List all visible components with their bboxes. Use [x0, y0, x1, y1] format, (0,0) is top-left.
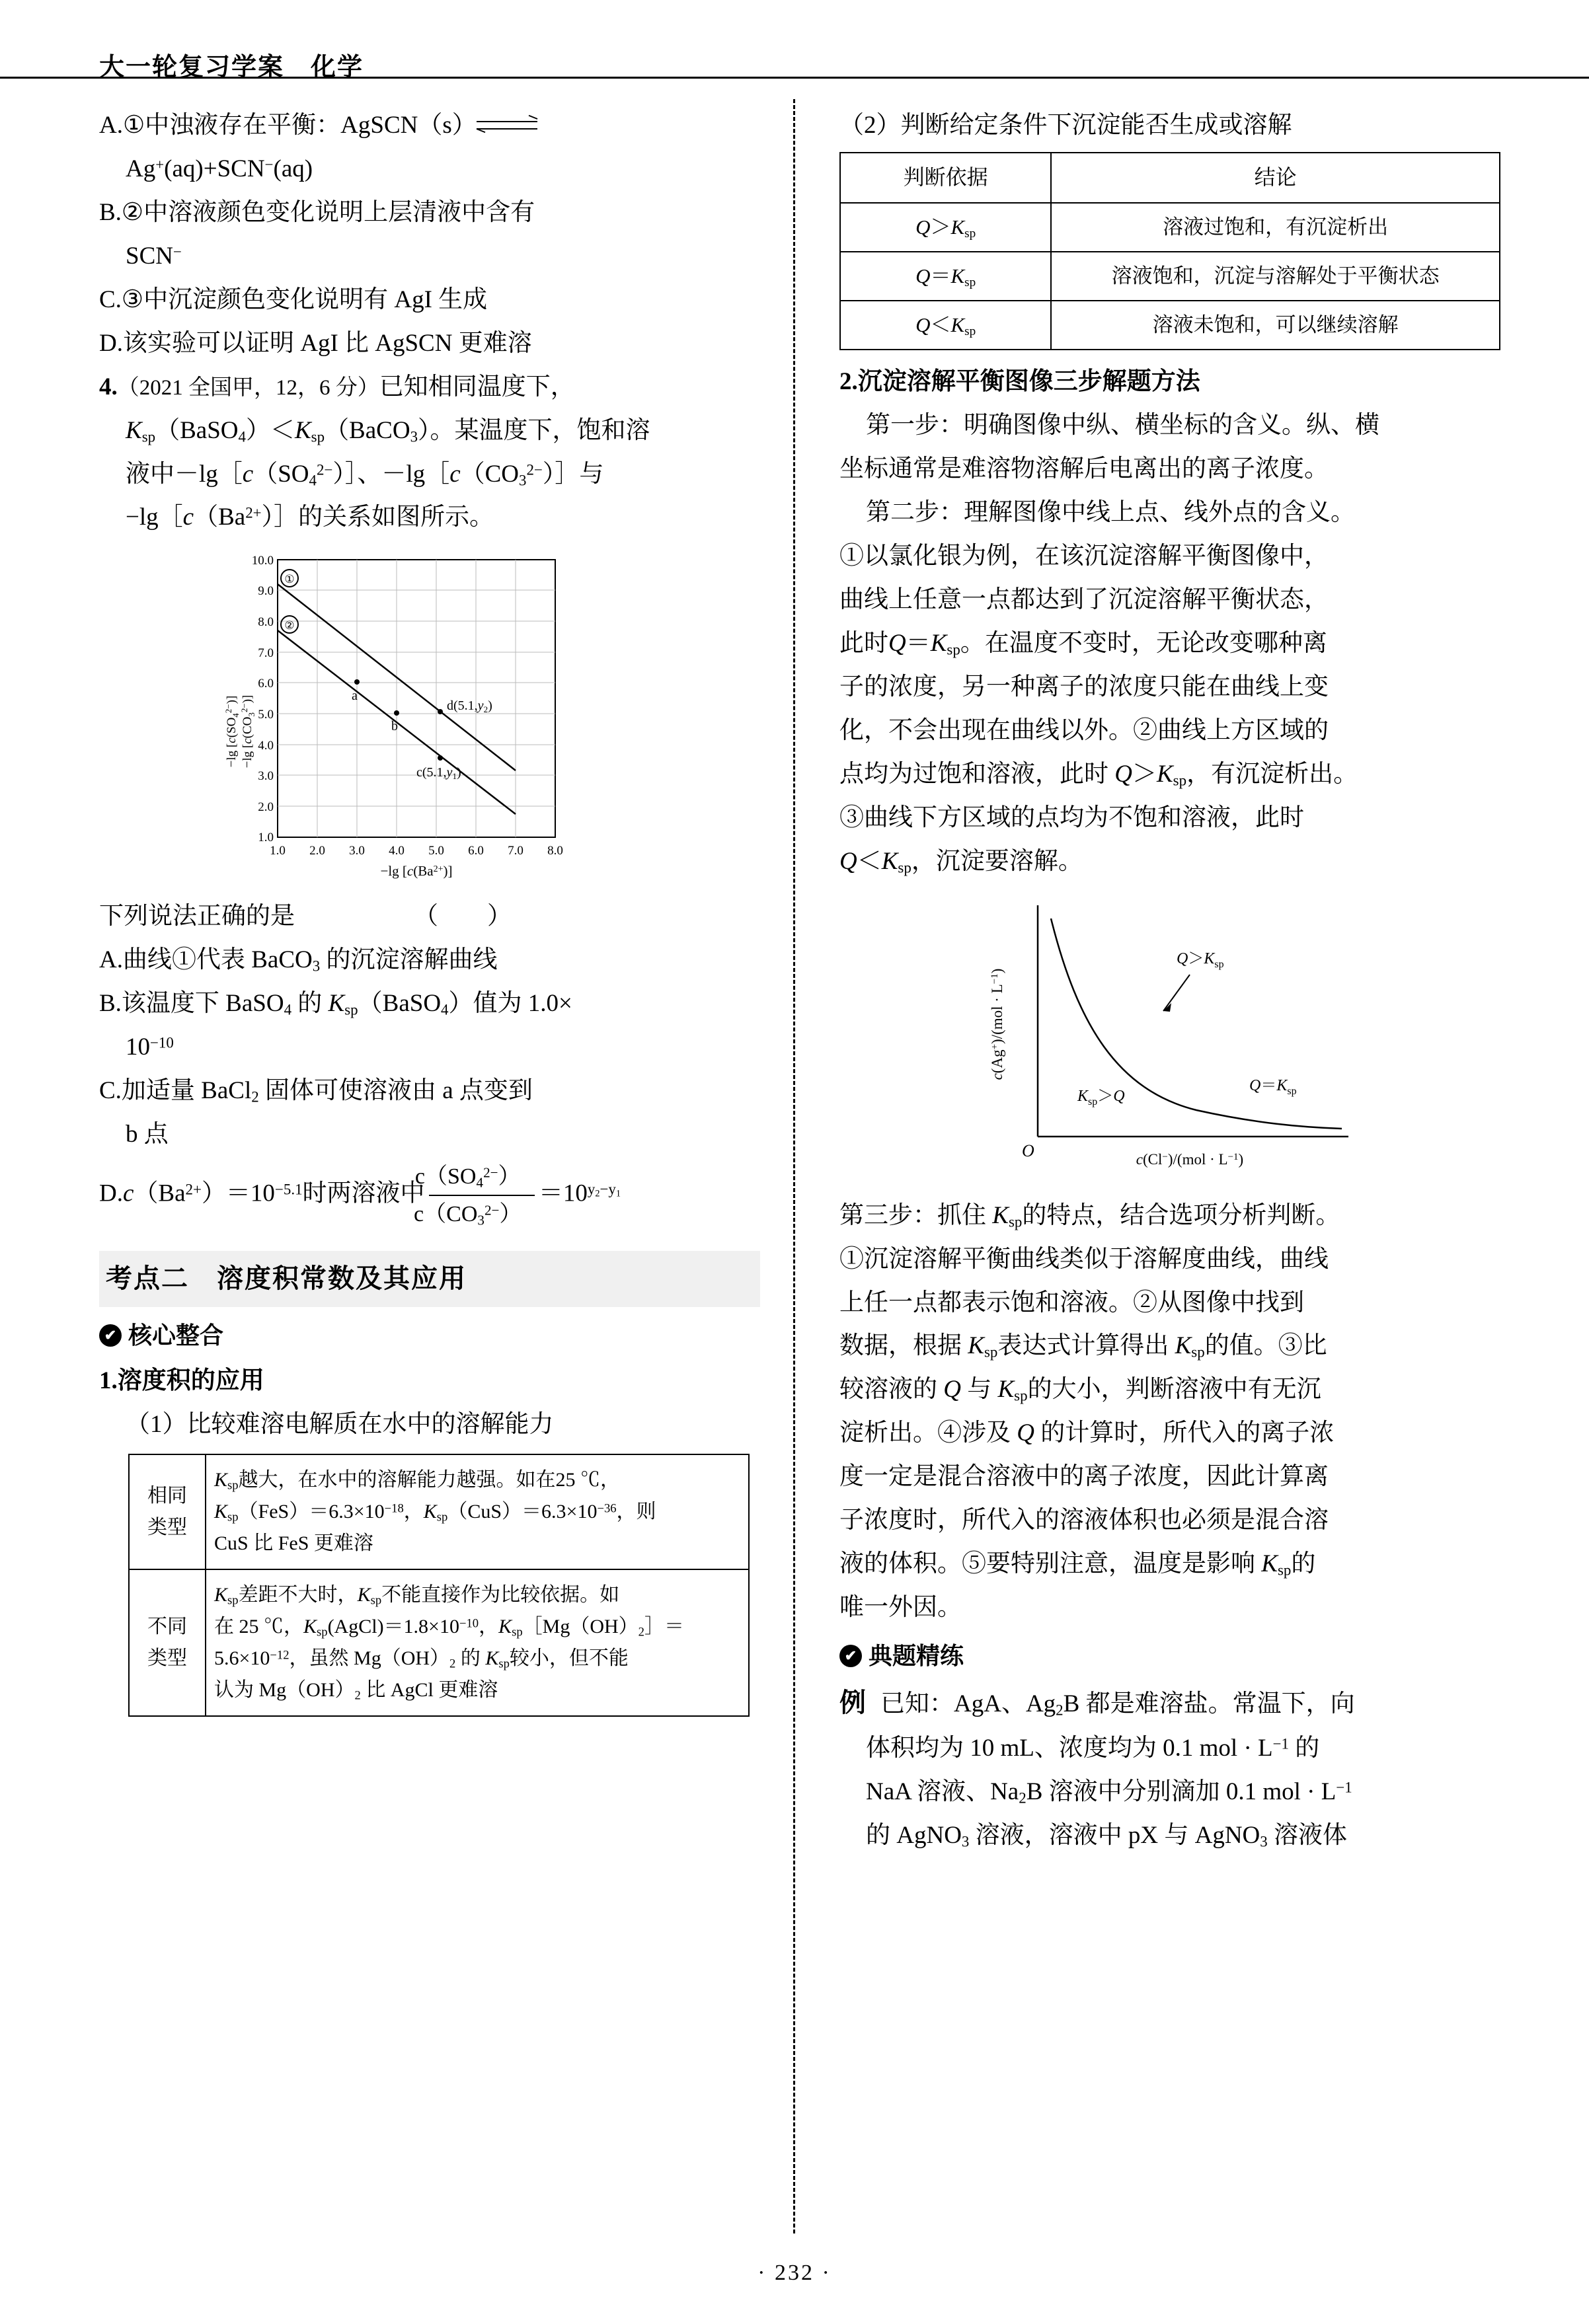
- step-3-line1: 第三步：抓住 $K_{sp}$的特点，结合选项分析判断。: [839, 1201, 1340, 1230]
- step-3-line5: 较溶液的 Q 与 $K_{sp}$的大小，判断溶液中有无沉: [839, 1376, 1321, 1405]
- row-label-same-type: 相同 类型: [129, 1454, 206, 1569]
- svg-text:−lg [c(CO32−)]: −lg $[c(CO_3^{2-})]$: [239, 695, 256, 768]
- svg-text:1.0: 1.0: [258, 831, 274, 845]
- question-4-line2: $K_{sp}(BaSO_4)<K_{sp}(BaCO_3)$。某温度下，饱和溶: [126, 416, 650, 445]
- header-title: [99, 46, 364, 83]
- option-b-line1: B.②中溶液颜色变化说明上层清液中含有: [99, 198, 535, 226]
- page-number-value: 232: [775, 2261, 814, 2285]
- hexin-zhenghe-heading: [99, 1316, 760, 1355]
- table-row: [129, 1454, 749, 1569]
- row-body-diff-type: $K_{sp}$差距不大时，$K_{sp}$不能直接作为比较依据。如 在 25 ℃，$K_{sp}(AgCl)=1.8\times 10^{-10}$，$K_{sp}[Mg(OH)_2]=$ $5.6\times 10^{-12}$，虽然 $Mg(OH)_2$ 的 $K_{sp}$较小，但不能 认为 $Mg(OH)_2$ 比 AgCl 更难溶: [206, 1569, 749, 1716]
- svg-text:7.0: 7.0: [508, 844, 523, 858]
- sub2-title: （2）判断给定条件下沉淀能否生成或溶解: [839, 112, 1292, 139]
- svg-text:8.0: 8.0: [547, 844, 563, 858]
- cell-conclusion-3: 溶液未饱和，可以继续溶解: [1051, 301, 1500, 350]
- svg-text:3.0: 3.0: [349, 844, 365, 858]
- step-2-line6: 化，不会出现在曲线以外。②曲线上方区域的: [839, 716, 1329, 744]
- option-b-line2: SCN−: [126, 242, 182, 270]
- svg-text:Q＞Ksp: $Q>K_{sp}$: [1177, 950, 1224, 970]
- option-a-line2: Ag+(aq)+SCN−(aq): [126, 155, 313, 182]
- step-2-line7: 点均为过饱和溶液，此时 $Q>K_{sp}$，有沉淀析出。: [839, 760, 1358, 789]
- check-icon: ✔: [839, 1645, 862, 1667]
- svg-text:d(5.1,y2): $d(5.1,y_2)$: [447, 698, 492, 715]
- svg-text:c(Cl−)/(mol · L−1): $c(Cl^-)/(mol \cdot L^{-1})$: [1136, 1150, 1244, 1168]
- question-4-line3: 液中$-\lg[c(SO_4^{2-})]$、$-\lg[c(CO_3^{2-})]$与: [126, 460, 604, 489]
- svg-text:Q＝Ksp: $Q=K_{sp}$: [1249, 1076, 1297, 1097]
- q4-option-b-line2: $10^{-10}$: [126, 1033, 174, 1061]
- judgement-table: [839, 152, 1500, 350]
- item-2-title: 2.沉淀溶解平衡图像三步解题方法: [839, 368, 1200, 396]
- table-row: [840, 203, 1500, 252]
- step-2-line1: 第二步：理解图像中线上点、线外点的含义。: [866, 499, 1355, 527]
- chart-ksp-lines: [198, 546, 661, 890]
- svg-text:−lg [c(Ba2+)]: −lg $[c(Ba^{2+})]$: [380, 863, 453, 880]
- svg-text:2.0: 2.0: [309, 844, 325, 858]
- cell-q-lt-ksp: $Q<K_{sp}$: [840, 301, 1051, 350]
- svg-text:4.0: 4.0: [258, 739, 274, 753]
- right-column: [839, 106, 1500, 1859]
- table-row: [840, 252, 1500, 301]
- svg-text:−lg [c(SO42−)]: −lg $[c(SO_4^{2-})]$: [223, 696, 241, 768]
- svg-text:5.0: 5.0: [428, 844, 444, 858]
- svg-text:6.0: 6.0: [258, 677, 274, 691]
- step-2-line9: $Q<K_{sp}$，沉淀要溶解。: [839, 847, 1083, 876]
- section-title-kaodian2: 考点二 溶度积常数及其应用: [99, 1251, 760, 1307]
- example-line3: NaA 溶液、$Na_2B$ 溶液中分别滴加 0.1 mol · $L^{-1}$: [866, 1778, 1352, 1807]
- step-2-line8: ③曲线下方区域的点均为不饱和溶液，此时: [839, 804, 1304, 831]
- svg-text:c(5.1,y1): $c(5.1,y_1)$: [416, 765, 461, 782]
- chart-2-svg: [958, 892, 1381, 1189]
- svg-text:1.0: 1.0: [270, 844, 286, 858]
- step-3-line6: 淀析出。④涉及 Q 的计算时，所代入的离子浓: [839, 1419, 1335, 1447]
- chart-agcl-curve: [958, 892, 1381, 1189]
- step-3-line8: 子浓度时，所代入的溶液体积也必须是混合溶: [839, 1507, 1329, 1534]
- cell-q-gt-ksp: $Q>K_{sp}$: [840, 203, 1051, 252]
- step-2-line3: 曲线上任意一点都达到了沉淀溶解平衡状态，: [839, 586, 1329, 614]
- svg-text:Ksp＞Q: $K_{sp}>Q$: [1077, 1087, 1125, 1107]
- th-conclusion: 结论: [1051, 153, 1500, 203]
- q4-option-c-line2: b 点: [126, 1121, 169, 1148]
- q4-option-c-line1: C.加适量 BaCl$_2$ 固体可使溶液由 a 点变到: [99, 1077, 533, 1106]
- th-basis: 判断依据: [840, 153, 1051, 203]
- step-1-line1: 第一步：明确图像中纵、横坐标的含义。纵、横: [866, 412, 1379, 439]
- example-line4: 的 AgNO$_3$ 溶液，溶液中 pX 与 AgNO$_3$ 溶液体: [866, 1822, 1347, 1850]
- q4-option-d: $D.c(Ba^{2+})=10^{-5.1}$时两溶液中 $\frac{c(SO_4^{2-})}{c(CO_3^{2-})}$ $=10^{y_2-y_1}$: [99, 1158, 760, 1232]
- step-3-line3: 上任一点都表示饱和溶液。②从图像中找到: [839, 1289, 1304, 1316]
- row-label-diff-type: 不同 类型: [129, 1569, 206, 1716]
- header-subject: 化学: [311, 54, 364, 81]
- row-body-same-type: $K_{sp}$越大，在水中的溶解能力越强。如在25 ℃， $K_{sp}(FeS)=6.3\times 10^{-18}$，$K_{sp}(CuS)=6.3\times 10^{-36}$，则 CuS 比 FeS 更难溶: [206, 1454, 749, 1569]
- table-header-row: [840, 153, 1500, 203]
- svg-text:①: ①: [284, 573, 295, 586]
- item-1-sub: （1）比较难溶电解质在水中的溶解能力: [126, 1411, 554, 1439]
- option-c: C.③中沉淀颜色变化说明有 AgI 生成: [99, 285, 488, 313]
- svg-text:a: a: [352, 689, 358, 704]
- svg-text:3.0: 3.0: [258, 769, 274, 784]
- equilibrium-arrow-icon: [477, 118, 537, 137]
- dianti-jinglian-heading: [839, 1637, 1500, 1675]
- example-line1: 例 已知：AgA、$Ag_2B$ 都是难溶盐。常温下，向: [839, 1688, 1355, 1719]
- cell-conclusion-1: 溶液过饱和，有沉淀析出: [1051, 203, 1500, 252]
- example-line2: 体积均为 10 mL、浓度均为 0.1 mol · $L^{-1}$ 的: [866, 1735, 1320, 1762]
- question-4-line1: 4.（2021 全国甲，12，6 分）已知相同温度下，: [99, 373, 575, 400]
- svg-text:6.0: 6.0: [468, 844, 484, 858]
- svg-text:O: O: [1022, 1141, 1034, 1160]
- step-3-line4: 数据，根据 $K_{sp}$表达式计算得出 $K_{sp}$的值。③比: [839, 1332, 1327, 1361]
- option-d: D.该实验可以证明 AgI 比 AgSCN 更难溶: [99, 329, 532, 357]
- step-2-line4: 此时$Q=K_{sp}$。在温度不变时，无论改变哪种离: [839, 630, 1327, 658]
- cell-conclusion-2: 溶液饱和，沉淀与溶解处于平衡状态: [1051, 252, 1500, 301]
- svg-text:8.0: 8.0: [258, 615, 274, 630]
- figure-2: [839, 892, 1500, 1189]
- q4-option-b-line1: B.该温度下 BaSO$_4$ 的 $K_{sp}(BaSO_4)$值为 1.0×: [99, 990, 572, 1018]
- q4-option-a: A.曲线①代表 BaCO$_3$ 的沉淀溶解曲线: [99, 946, 498, 975]
- step-3-line9: 液的体积。⑤要特别注意，温度是影响 $K_{sp}$的: [839, 1550, 1316, 1579]
- table-row: [840, 301, 1500, 350]
- header-book-title: 大一轮复习学案: [99, 54, 285, 81]
- cell-q-eq-ksp: $Q=K_{sp}$: [840, 252, 1051, 301]
- step-3-line2: ①沉淀溶解平衡曲线类似于溶解度曲线，曲线: [839, 1245, 1329, 1273]
- dianti-jinglian-label: 典题精练: [869, 1643, 964, 1670]
- table-row: [129, 1569, 749, 1716]
- item-1-title: 1.溶度积的应用: [99, 1367, 264, 1395]
- step-2-line2: ①以氯化银为例，在该沉淀溶解平衡图像中，: [839, 543, 1329, 570]
- chart-1-svg: [198, 546, 661, 890]
- svg-text:9.0: 9.0: [258, 584, 274, 599]
- check-icon: ✔: [99, 1324, 122, 1347]
- svg-text:b: b: [391, 719, 398, 734]
- left-column: [99, 106, 760, 1727]
- figure-1: [99, 546, 760, 890]
- svg-text:2.0: 2.0: [258, 800, 274, 815]
- solubility-compare-table: [128, 1454, 750, 1717]
- step-1-line2: 坐标通常是难溶物溶解后电离出的离子浓度。: [839, 455, 1329, 483]
- option-a-line1: A.①中浊液存在平衡：AgSCN（s）: [99, 106, 760, 145]
- step-3-line10: 唯一外因。: [839, 1594, 962, 1622]
- svg-text:10.0: 10.0: [251, 554, 274, 568]
- option-d-fraction: $\frac{c(SO_4^{2-})}{c(CO_3^{2-})}$: [429, 1158, 535, 1232]
- svg-text:7.0: 7.0: [258, 646, 274, 661]
- hexin-zhenghe-label: 核心整合: [128, 1322, 224, 1349]
- question-4-line4: $-\lg[c(Ba^{2+})]$的关系如图所示。: [126, 504, 494, 531]
- svg-text:4.0: 4.0: [389, 844, 405, 858]
- q4-prompt-row: 下列说法正确的是 （ ）: [99, 903, 512, 930]
- svg-text:②: ②: [284, 619, 295, 632]
- page-number: · 232 ·: [757, 2261, 832, 2285]
- svg-text:c(Ag+)/(mol · L−1): $c(Ag^+)/(mol \cdot L^{-1})$: [989, 968, 1005, 1080]
- step-3-line7: 度一定是混合溶液中的离子浓度，因此计算离: [839, 1463, 1329, 1491]
- svg-text:5.0: 5.0: [258, 708, 274, 722]
- step-2-line5: 子的浓度，另一种离子的浓度只能在曲线上变: [839, 673, 1329, 700]
- column-divider: [793, 99, 795, 2233]
